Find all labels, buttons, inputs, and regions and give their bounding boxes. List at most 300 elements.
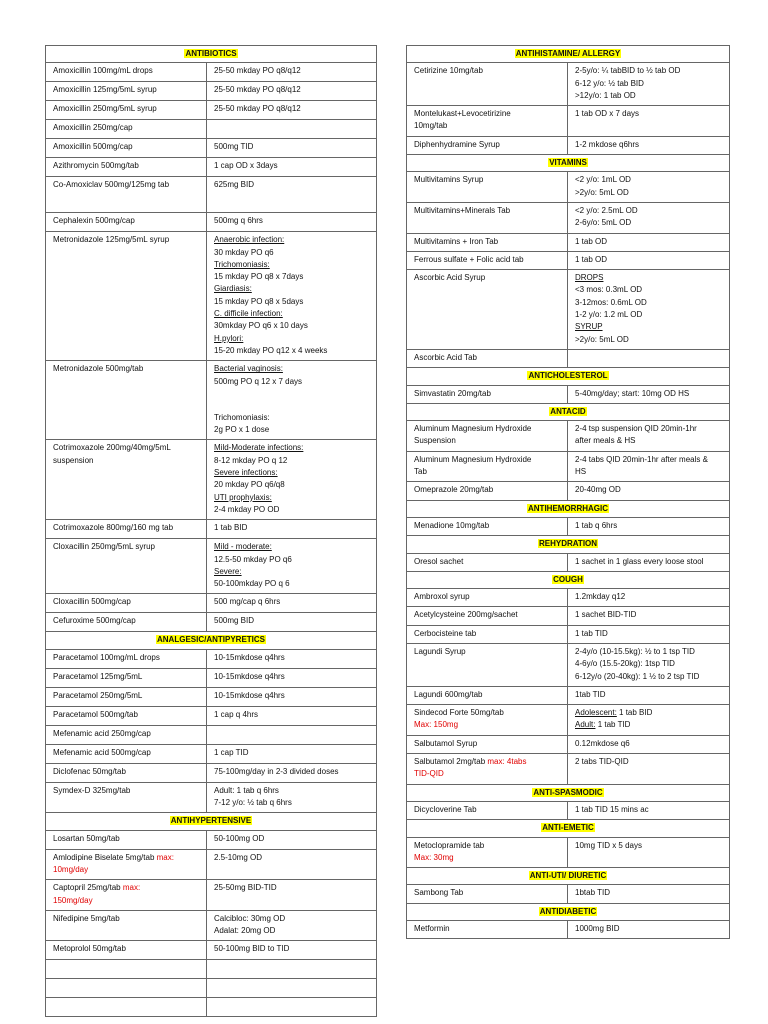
dose-line: 50-100mg BID to TID	[214, 944, 290, 954]
dose-label: SYRUP	[575, 322, 603, 332]
section-row	[407, 403, 730, 420]
dosage-cell	[207, 649, 377, 668]
table-row	[46, 120, 377, 139]
drug-name	[414, 454, 563, 466]
drug-name	[414, 174, 563, 186]
dosage-cell	[568, 754, 730, 785]
table-row	[46, 158, 377, 177]
drug-name-text: Ascorbic Acid Syrup	[414, 273, 486, 283]
table-row	[407, 837, 730, 868]
drug-name	[53, 728, 202, 740]
drug-name-cell	[407, 106, 568, 137]
drug-name-cell	[407, 885, 568, 903]
drug-name-cell	[407, 136, 568, 154]
drug-name	[414, 423, 563, 435]
drug-name-cell	[407, 172, 568, 203]
drug-name	[414, 254, 563, 266]
spacer	[214, 400, 372, 412]
drug-name-text: Multivitamins + Iron Tab	[414, 236, 499, 246]
dose-line: 0.12mkdose q6	[575, 738, 630, 748]
drug-name-cell	[46, 706, 207, 725]
dose-line: 1 cap TID	[214, 747, 249, 757]
table-row	[46, 177, 377, 213]
drug-name	[414, 466, 563, 478]
dose-text: 1 tab TID	[595, 720, 631, 730]
dose-label: DROPS	[575, 273, 604, 283]
table-row	[46, 744, 377, 763]
dose-line: 75-100mg/day in 2-3 divided doses	[214, 766, 339, 776]
drug-name	[53, 882, 202, 894]
dose-line: 1 tab q 6hrs	[575, 520, 618, 530]
table-row	[407, 517, 730, 535]
dose-line: 1 tab OD x 7 days	[575, 109, 640, 119]
drug-name-text: Cephalexin 500mg/cap	[53, 216, 135, 226]
section-row	[407, 368, 730, 385]
drug-name-text: Oresol sachet	[414, 556, 464, 566]
drug-name	[53, 363, 202, 375]
dosage-cell	[568, 385, 730, 403]
drug-name-text: Lagundi Syrup	[414, 646, 466, 656]
drug-name-text: Cloxacillin 250mg/5mL syrup	[53, 542, 155, 552]
dosage-cell	[568, 885, 730, 903]
drug-name	[414, 689, 563, 701]
dosage-cell	[207, 177, 377, 213]
dose-line: 30mkday PO q6 x 10 days	[214, 321, 308, 331]
dose-line: Trichomoniasis:	[214, 412, 270, 422]
drug-name-text: Paracetamol 250mg/5mL	[53, 690, 143, 700]
table-row	[407, 270, 730, 350]
section-header	[407, 46, 730, 63]
section-header	[407, 536, 730, 553]
table-row	[407, 643, 730, 686]
drug-name-text: suspension	[53, 455, 94, 465]
drug-name-text: Amoxicillin 100mg/mL drops	[53, 66, 153, 76]
section-row	[407, 571, 730, 588]
drug-name-cell	[46, 82, 207, 101]
drug-name-text: Lagundi 600mg/tab	[414, 689, 483, 699]
table-row	[46, 706, 377, 725]
dosage-cell	[568, 921, 730, 939]
drug-name-text: Suspension	[414, 436, 456, 446]
drug-name	[414, 628, 563, 640]
drug-name-cell	[407, 754, 568, 785]
table-row	[46, 440, 377, 520]
drug-name	[53, 234, 202, 246]
drug-name-text: Mefenamic acid 250mg/cap	[53, 728, 151, 738]
dose-label: Severe:	[214, 566, 242, 576]
dosage-cell	[568, 421, 730, 452]
table-row	[407, 202, 730, 233]
drug-name	[53, 442, 202, 454]
drug-name-cell	[407, 801, 568, 819]
section-title: REHYDRATION	[538, 539, 598, 549]
drug-name	[53, 122, 202, 134]
table-row	[407, 451, 730, 482]
section-title: ANALGESIC/ANTIPYRETICS	[157, 635, 266, 645]
dosage-cell	[568, 349, 730, 367]
table-row	[407, 801, 730, 819]
dose-line: >2y/o: 5mL OD	[575, 187, 629, 197]
dose-line: 25-50mg BID-TID	[214, 883, 277, 893]
drug-name	[414, 139, 563, 151]
dose-line: 1.2mkday q12	[575, 592, 626, 602]
drug-name	[414, 591, 563, 603]
section-row	[407, 500, 730, 517]
section-title: ANTIBIOTICS	[185, 49, 237, 58]
dose-line: 10-15mkdose q4hrs	[214, 652, 285, 662]
dose-label: Adult:	[575, 720, 596, 730]
table-row	[407, 885, 730, 903]
drug-name-cell	[46, 594, 207, 613]
section-row	[407, 868, 730, 885]
section-title: ANTIDIABETIC	[539, 906, 597, 916]
dose-line: 1 sachet in 1 glass every loose stool	[575, 556, 704, 566]
dose-line: 500mg q 6hrs	[214, 216, 263, 226]
drug-name-text: Co-Amoxiclav 500mg/125mg tab	[53, 180, 170, 190]
dosage-cell	[568, 625, 730, 643]
drug-name-text: Paracetamol 500mg/tab	[53, 709, 138, 719]
dose-line: 8-12 mkday PO q 12	[214, 455, 288, 465]
max-dose-note: max: 4tabs	[487, 757, 527, 767]
drug-name	[414, 609, 563, 621]
drug-name-cell	[407, 251, 568, 269]
dose-line: <2 y/o: 2.5mL OD	[575, 205, 638, 215]
dose-line: 7-12 y/o: ½ tab q 6hrs	[214, 798, 292, 808]
drug-name-text: Captopril 25mg/tab	[53, 883, 123, 893]
dose-line: 2-4y/o (10-15.5kg): ½ to 1 tsp TID	[575, 646, 695, 656]
section-header	[407, 368, 730, 385]
drug-name-cell	[46, 849, 207, 880]
table-row	[46, 763, 377, 782]
section-header	[46, 813, 377, 830]
drug-name-text: Cefuroxime 500mg/cap	[53, 616, 136, 626]
drug-name	[414, 887, 563, 899]
max-dose-note: TID-QID	[414, 769, 444, 779]
drug-name-cell	[46, 725, 207, 744]
drug-name-cell	[46, 668, 207, 687]
dose-label: Mild - moderate:	[214, 542, 272, 552]
drug-name-text: Aluminum Magnesium Hydroxide	[414, 454, 532, 464]
drug-name-cell	[407, 735, 568, 753]
max-dose-note: max:	[122, 883, 141, 893]
section-title: ANTI-UTI/ DIURETIC	[529, 871, 607, 881]
dose-text: 1 tab BID	[616, 708, 653, 718]
dosage-cell	[207, 849, 377, 880]
section-row	[407, 46, 730, 63]
drug-name-cell	[407, 349, 568, 367]
dose-line: Calcibloc: 30mg OD	[214, 913, 286, 923]
dose-line: 2-4 tsp suspension QID 20min-1hr	[575, 424, 697, 434]
drug-name-text: Menadione 10mg/tab	[414, 520, 490, 530]
drug-name-text: Metronidazole 500mg/tab	[53, 364, 144, 374]
dose-line: 500 mg/cap q 6hrs	[214, 597, 281, 607]
dosage-cell	[568, 172, 730, 203]
table-row	[46, 649, 377, 668]
drug-name-cell	[407, 625, 568, 643]
drug-name	[53, 690, 202, 702]
drug-name-text: Salbutamol 2mg/tab	[414, 757, 488, 767]
drug-name-cell	[407, 202, 568, 233]
dose-line: 50-100mkday PO q 6	[214, 579, 290, 589]
dosage-cell	[207, 361, 377, 440]
dose-line: 10-15mkdose q4hrs	[214, 671, 285, 681]
table-row	[407, 106, 730, 137]
dose-line: 25-50 mkday PO q8/q12	[214, 104, 301, 114]
dose-line: 2-5y/o: ¼ tabBID to ½ tab OD	[575, 66, 681, 76]
section-header	[407, 868, 730, 885]
drug-name-text: Amoxicillin 250mg/5mL syrup	[53, 104, 157, 114]
drug-name-cell	[407, 921, 568, 939]
drug-name-cell	[407, 451, 568, 482]
drug-name-text: 10mg/tab	[414, 121, 448, 131]
dose-line: 500mg PO q 12 x 7 days	[214, 376, 303, 386]
dosage-cell	[568, 233, 730, 251]
dosage-cell	[568, 202, 730, 233]
dose-line	[575, 707, 725, 719]
drug-name	[414, 556, 563, 568]
drug-name	[414, 484, 563, 496]
dosage-cell	[568, 251, 730, 269]
drug-name	[53, 833, 202, 845]
drug-name-text: Paracetamol 125mg/5mL	[53, 671, 143, 681]
dosage-cell	[207, 706, 377, 725]
drug-name-text: Metronidazole 125mg/5mL syrup	[53, 235, 170, 245]
dosage-cell	[568, 643, 730, 686]
table-row	[46, 941, 377, 960]
drug-name-text: Ascorbic Acid Tab	[414, 352, 477, 362]
drug-name	[53, 913, 202, 925]
dosage-cell	[568, 801, 730, 819]
table-row	[46, 725, 377, 744]
drug-name-text: Nifedipine 5mg/tab	[53, 913, 120, 923]
section-row	[407, 155, 730, 172]
drug-name	[53, 766, 202, 778]
dose-line: >12y/o: 1 tab OD	[575, 90, 636, 100]
drug-name	[414, 65, 563, 77]
dose-line: 25-50 mkday PO q8/q12	[214, 85, 301, 95]
table-row	[407, 607, 730, 625]
dose-line: 10-15mkdose q4hrs	[214, 690, 285, 700]
dose-line: 4-6y/o (15.5-20kg): 1tsp TID	[575, 659, 675, 669]
dose-line: 15 mkday PO q8 x 5days	[214, 296, 304, 306]
drug-name	[414, 646, 563, 658]
drug-name	[53, 141, 202, 153]
dosage-cell	[207, 960, 377, 979]
dosage-cell	[568, 106, 730, 137]
drug-name-cell	[46, 744, 207, 763]
dose-line: 1-2 y/o: 1.2 mL OD	[575, 310, 643, 320]
dose-line: HS	[575, 467, 587, 477]
dose-line: 2-6y/o: 5mL OD	[575, 218, 632, 228]
drug-name-text: Simvastatin 20mg/tab	[414, 388, 491, 398]
drug-name-text: Ambroxol syrup	[414, 592, 470, 602]
dosage-cell	[207, 880, 377, 911]
drug-name	[53, 671, 202, 683]
table-row	[407, 735, 730, 753]
right-drug-table	[406, 45, 730, 939]
dosage-cell	[207, 998, 377, 1017]
table-row	[407, 349, 730, 367]
drug-name	[53, 522, 202, 534]
drug-name-text: Losartan 50mg/tab	[53, 833, 120, 843]
table-row	[46, 910, 377, 941]
dose-line: 6-12y/o (20-40kg): 1 ½ to 2 tsp TID	[575, 671, 700, 681]
dosage-cell	[207, 539, 377, 594]
drug-name-cell	[46, 941, 207, 960]
dose-line: 625mg BID	[214, 180, 255, 190]
dosage-cell	[207, 910, 377, 941]
section-row	[407, 820, 730, 837]
table-row	[46, 63, 377, 82]
table-row	[46, 782, 377, 813]
drug-name-text: Amoxicillin 250mg/cap	[53, 123, 133, 133]
drug-name-cell	[46, 910, 207, 941]
table-row	[407, 172, 730, 203]
table-row	[46, 361, 377, 440]
dose-line: 5-40mg/day; start: 10mg OD HS	[575, 388, 690, 398]
dose-line: 50-100mg OD	[214, 833, 265, 843]
section-title: ANTIHEMORRHAGIC	[528, 503, 608, 513]
table-row	[46, 979, 377, 998]
drug-name-cell	[407, 553, 568, 571]
dose-label: Giardiasis:	[214, 284, 252, 294]
section-header	[46, 632, 377, 649]
section-row	[407, 903, 730, 920]
dose-line: 3-12mos: 0.6mL OD	[575, 297, 647, 307]
drug-name-text: Mefenamic acid 500mg/cap	[53, 747, 151, 757]
drug-name-cell	[407, 517, 568, 535]
drug-name-text: Metoprolol 50mg/tab	[53, 944, 126, 954]
drug-name-cell	[46, 830, 207, 849]
section-row	[46, 813, 377, 830]
drug-name-cell	[46, 158, 207, 177]
dosage-cell	[207, 725, 377, 744]
dose-line: 500mg TID	[214, 142, 254, 152]
right-table-body	[407, 46, 730, 939]
dosage-cell	[207, 830, 377, 849]
left-table-body	[46, 46, 377, 1017]
drug-name-text: Metoclopramide tab	[414, 840, 485, 850]
drug-name-text: Symdex-D 325mg/tab	[53, 785, 131, 795]
dose-line: <3 mos: 0.3mL OD	[575, 285, 643, 295]
dosage-cell	[207, 63, 377, 82]
dose-line: 1 cap OD x 3days	[214, 161, 278, 171]
drug-name-text: Multivitamins+Minerals Tab	[414, 205, 511, 215]
drug-name-text: Sindecod Forte 50mg/tab	[414, 708, 504, 718]
drug-name-cell	[46, 960, 207, 979]
dose-line: 30 mkday PO q6	[214, 247, 274, 257]
dose-line: 12.5-50 mkday PO q6	[214, 554, 292, 564]
table-row	[407, 754, 730, 785]
dose-line: 10mg TID x 5 days	[575, 840, 642, 850]
dose-line: <2 y/o: 1mL OD	[575, 175, 631, 185]
dosage-cell	[207, 668, 377, 687]
drug-name-text: Cloxacillin 500mg/cap	[53, 597, 131, 607]
drug-name-cell	[46, 213, 207, 232]
table-row	[407, 385, 730, 403]
dose-label: H.pylori:	[214, 333, 244, 343]
dose-label: Mild-Moderate infections:	[214, 443, 304, 453]
drug-name	[53, 179, 202, 191]
drug-name-text: Aluminum Magnesium Hydroxide	[414, 424, 532, 434]
dosage-cell	[207, 440, 377, 520]
dose-line: 1-2 mkdose q6hrs	[575, 139, 640, 149]
drug-name-cell	[46, 101, 207, 120]
dosage-cell	[568, 589, 730, 607]
drug-name-text: Multivitamins Syrup	[414, 175, 484, 185]
dosage-cell	[207, 763, 377, 782]
table-row	[407, 251, 730, 269]
dose-line	[575, 719, 725, 731]
table-row	[407, 421, 730, 452]
table-row	[407, 482, 730, 500]
dosage-cell	[568, 136, 730, 154]
dosage-cell	[207, 613, 377, 632]
drug-name	[53, 652, 202, 664]
dose-line: 25-50 mkday PO q8/q12	[214, 66, 301, 76]
table-row	[407, 921, 730, 939]
drug-name-cell	[46, 440, 207, 520]
drug-name-text: Paracetamol 100mg/mL drops	[53, 652, 160, 662]
drug-name	[414, 520, 563, 532]
drug-name-cell	[407, 270, 568, 350]
dosage-cell	[568, 270, 730, 350]
drug-name-text: Cotrimoxazole 200mg/40mg/5mL	[53, 443, 171, 453]
dose-line: 1 tab OD	[575, 236, 608, 246]
dosage-cell	[207, 82, 377, 101]
dosage-cell	[207, 941, 377, 960]
table-row	[407, 553, 730, 571]
max-dose-note: 10mg/day	[53, 864, 89, 874]
table-row	[46, 960, 377, 979]
table-row	[46, 998, 377, 1017]
drug-name-text: Diclofenac 50mg/tab	[53, 766, 126, 776]
section-row	[407, 784, 730, 801]
dose-label: UTI prophylaxis:	[214, 492, 272, 502]
table-row	[46, 830, 377, 849]
dose-line: 15 mkday PO q8 x 7days	[214, 272, 304, 282]
drug-name-cell	[407, 233, 568, 251]
dosage-cell	[568, 63, 730, 106]
drug-name-text: Azithromycin 500mg/tab	[53, 161, 139, 171]
drug-name-cell	[407, 589, 568, 607]
dose-line: 2 tabs TID-QID	[575, 757, 629, 767]
dosage-cell	[568, 607, 730, 625]
dose-line: 20 mkday PO q6/q8	[214, 480, 285, 490]
drug-name-cell	[46, 763, 207, 782]
section-header	[407, 784, 730, 801]
dose-line: 1 tab BID	[214, 523, 248, 533]
drug-name-text: Amoxicillin 125mg/5mL syrup	[53, 85, 157, 95]
drug-name-text: Acetylcysteine 200mg/sachet	[414, 610, 518, 620]
table-row	[46, 849, 377, 880]
dose-line: >2y/o: 5mL OD	[575, 334, 629, 344]
dose-label: C. difficile infection:	[214, 309, 283, 319]
section-title: ANTIHISTAMINE/ ALLERGY	[515, 49, 621, 58]
drug-name-cell	[46, 649, 207, 668]
section-header	[407, 571, 730, 588]
drug-name	[414, 120, 563, 132]
drug-name-cell	[407, 705, 568, 736]
dose-line: Adult: 1 tab q 6hrs	[214, 785, 279, 795]
dose-line: after meals & HS	[575, 436, 636, 446]
section-title: ANTACID	[550, 406, 586, 416]
drug-name-cell	[46, 687, 207, 706]
drug-name-text: Montelukast+Levocetirizine	[414, 109, 511, 119]
section-row	[46, 632, 377, 649]
dose-line: 6-12 y/o: ½ tab BID	[575, 78, 644, 88]
dose-line: 1 tab OD	[575, 254, 608, 264]
